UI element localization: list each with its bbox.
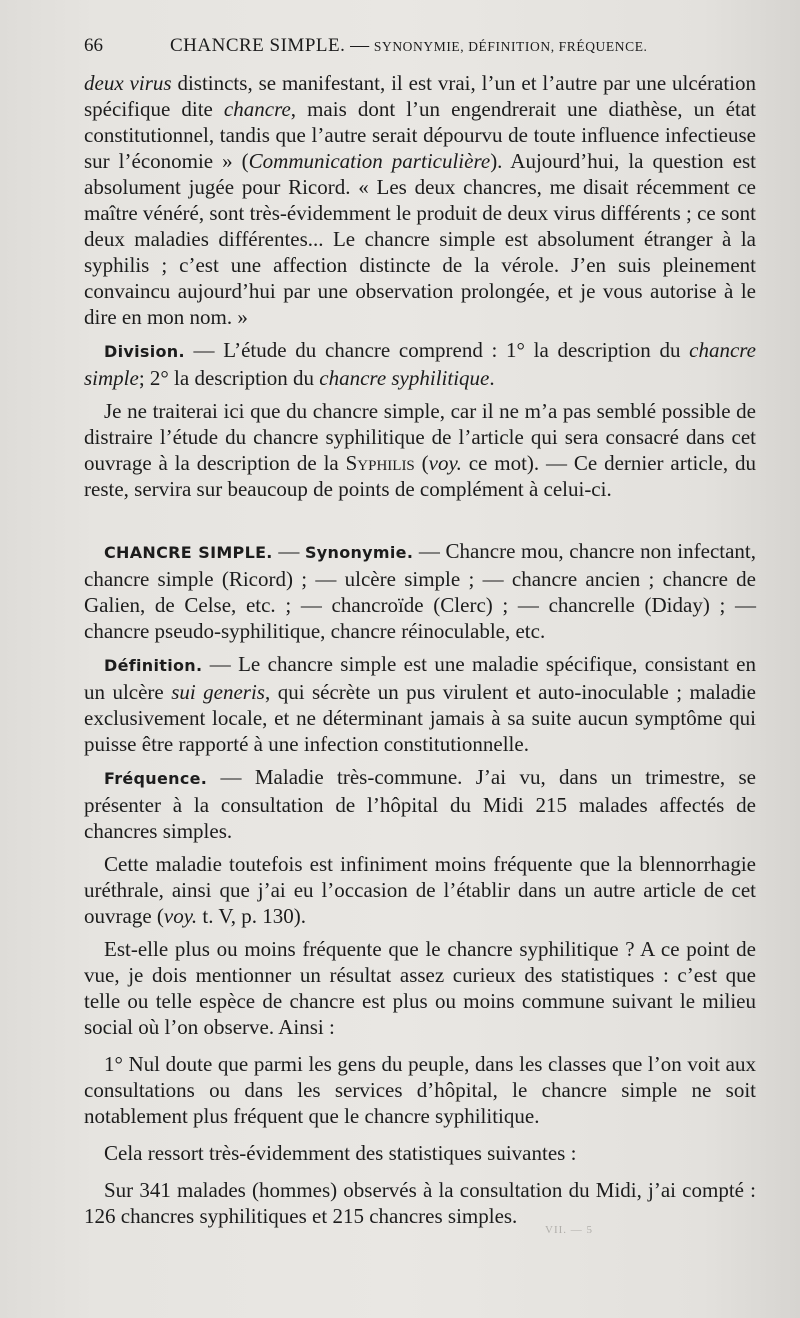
paragraph: Sur 341 malades (hommes) observés à la consultation du Midi, j’ai compté : 126 chancres syphilitiques et 215 chancres simples. [84,1178,756,1228]
body-text [84,70,756,1229]
paragraph [84,851,756,929]
paragraph: 1° Nul doute que parmi les gens du peuple, dans les classes que l’on voit aux consultations ou dans les services d’hôpital, le chancre simple ne soit notablement plus fréquent que le chancre syphilitique. [84,1052,756,1128]
italic-text: voy. [163,904,198,928]
text-run: — L’étude du chancre comprend : 1° la description du [184,338,690,362]
paragraph-division [84,337,756,391]
paragraph [84,398,756,502]
text-run: distincts, se manifestant, il est vrai, l’un et l’autre par une ulcération spécifique dite [84,71,756,121]
italic-text: Communication particulière [248,149,491,173]
text-run: , mais dont l’un engendrerait une diathèse, un état constitutionnel, tandis que l’autre serait dépourvu de toute influence infectieuse sur l’économie » ( [84,97,756,173]
text-run: — Maladie très-commune. J’ai vu, dans un trimestre, se présenter à la consultation de l’hôpital du Midi 215 malades affectés de chancres simples. [84,765,756,843]
paragraph-continuation [84,70,756,330]
small-caps-text: Syphilis [345,451,415,475]
text-run: ( [414,451,429,475]
text-run: , qui sécrète un pus virulent et auto-inoculable ; maladie exclusivement locale, et ne déterminant jamais à sa suite aucun symptôme qui puisse être rapporté à une infection constitutionnelle. [84,680,756,756]
running-subtitle: SYNONYMIE, DÉFINITION, FRÉQUENCE. [373,39,648,54]
italic-text: sui generis [171,680,265,704]
text-run: . [489,366,495,390]
section-heading-division: Division. [104,342,185,361]
section-heading-chancre-simple: CHANCRE SIMPLE. [104,543,273,562]
text-run: Cette maladie toutefois est infiniment moins fréquente que la blennorrhagie uréthrale, ainsi que j’ai eu l’occasion de l’établir dans un autre article de cet ouvrage ( [84,852,756,928]
text-run: Je ne traiterai ici que du chancre simple, car il ne m’a pas semblé possible de distraire l’étude du chancre syphilitique de l’article qui sera consacré dans cet ouvrage à la description de la [84,399,756,475]
header-separator: — [345,35,374,56]
running-header [84,34,756,59]
paragraph-synonymie [84,538,756,644]
italic-text: deux virus [84,71,172,95]
italic-text: chancre simple [84,338,756,390]
italic-text: chancre [223,97,291,121]
text-run: — [272,539,305,563]
signature-mark: VII. — 5 [545,1224,594,1236]
paragraph-definition [84,651,756,757]
paragraph: Cela ressort très-évidemment des statistiques suivantes : [104,1141,577,1165]
paragraph: Est-elle plus ou moins fréquente que le chancre syphilitique ? A ce point de vue, je dois mentionner un résultat assez curieux des statistiques : c’est que telle ou telle espèce de chancre est plus ou moins commune suivant le milieu social où l’on observe. Ainsi : [84,937,756,1039]
section-heading-definition: Définition. [104,656,203,675]
section-heading-frequence: Fréquence. [104,769,208,788]
text-run: ). Aujourd’hui, la question est absolument jugée pour Ricord. « Les deux chancres, me disait récemment ce maître vénéré, sont très-évidemment le produit de deux virus différents ; ce sont deux maladies différentes... Le chancre simple est absolument étranger à la syphilis ; c’est une affection distincte de la vérole. J’en suis pleinement convaincu aujourd’hui par une observation prolongée, et je vous autorise à le dire en mon nom. » [84,149,757,329]
text-run: ; 2° la description du [138,366,320,390]
text-run: — Le chancre simple est une maladie spécifique, consistant en un ulcère [84,652,756,704]
text-run: ce mot). — Ce dernier article, du reste, servira sur beaucoup de points de complément à celui-ci. [84,451,756,501]
section-heading-synonymie: Synonymie. [304,543,414,562]
text-run: — Chancre mou, chancre non infectant, chancre simple (Ricord) ; — ulcère simple ; — chancre ancien ; chancre de Galien, de Celse, etc. ; — chancroïde (Clerc) ; — chancrelle (Diday) ; — chancre pseudo-syphilitique, chancre réinoculable, etc. [84,539,757,643]
text-run: t. V, p. 130). [197,904,307,928]
page-number: 66 [84,35,103,56]
paragraph-frequence [84,764,756,844]
italic-text: chancre syphilitique [319,366,490,390]
italic-text: voy. [428,451,462,475]
running-title: CHANCRE SIMPLE. [170,35,346,56]
